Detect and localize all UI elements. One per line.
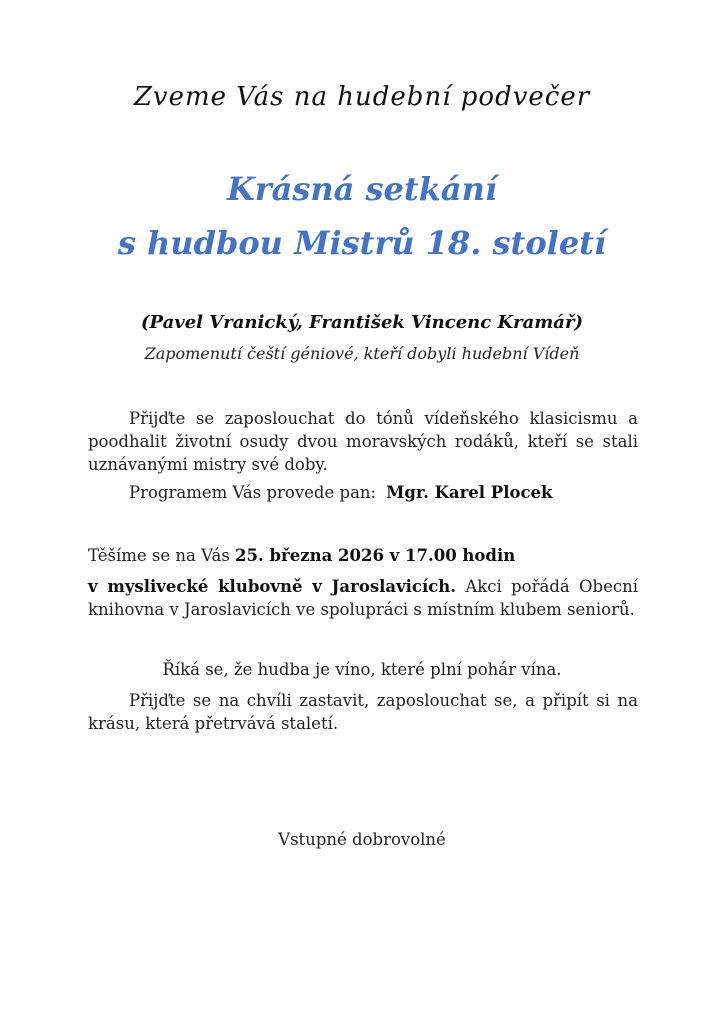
admission-line: Vstupné dobrovolné xyxy=(278,830,446,849)
date-prefix: Těšíme se na Vás xyxy=(88,546,230,565)
intro-paragraph: Přijďte se zaposlouchat do tónů vídeňského klasicismu a poodhalit životní osudy dvou moravských rodáků, kteří se stali uznávanými mistry své doby. xyxy=(88,409,638,474)
composers-line: (Pavel Vranický, František Vincenc Kramář) xyxy=(141,312,583,333)
date-paragraph xyxy=(88,544,638,567)
title-line-1: Krásná setkání xyxy=(226,170,498,208)
event-venue: v myslivecké klubovně v Jaroslavicích. xyxy=(88,577,457,596)
venue-paragraph xyxy=(88,575,638,621)
organizer-text: Akci pořádá Obecní knihovna v Jaroslavicích ve spolupráci s místním klubem seniorů. xyxy=(88,577,639,619)
invite-line: Zveme Vás na hudební podvečer xyxy=(133,82,591,112)
host-label: Programem Vás provede pan: xyxy=(129,483,377,502)
quote-line: Říká se, že hudba je víno, které plní pohár vína. xyxy=(162,660,562,679)
closing-paragraph: Přijďte se na chvíli zastavit, zaposlouchat se, a připít si na krásu, která přetrvává staletí. xyxy=(88,691,638,733)
title-line-2: s hudbou Mistrů 18. století xyxy=(117,224,607,262)
host-paragraph xyxy=(129,481,679,504)
host-name: Mgr. Karel Plocek xyxy=(386,483,553,502)
event-date: 25. března 2026 v 17.00 hodin xyxy=(235,546,516,565)
subtitle-line: Zapomenutí čeští géniové, kteří dobyli hudební Vídeň xyxy=(144,344,580,363)
